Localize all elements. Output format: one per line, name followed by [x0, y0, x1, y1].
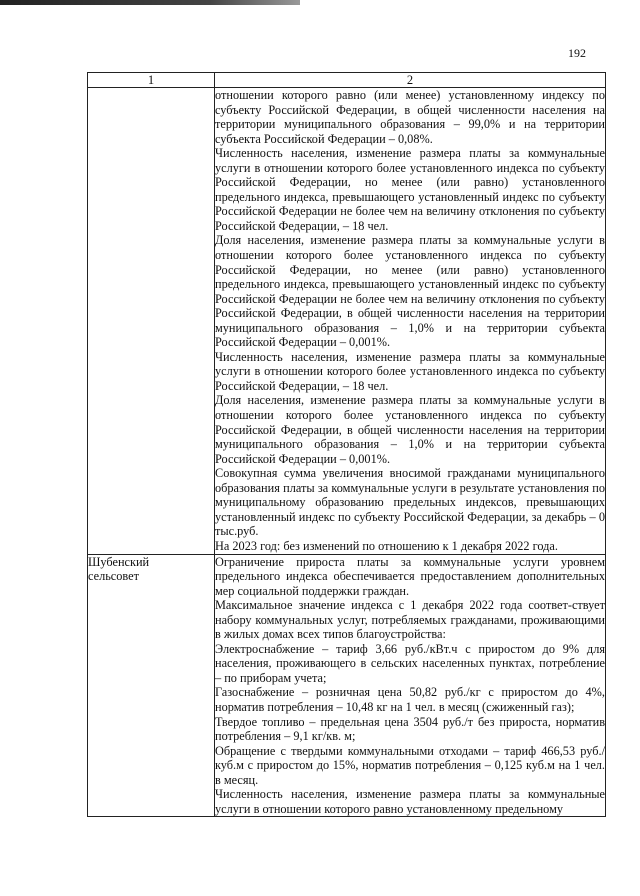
- paragraph: Совокупная сумма увеличения вносимой гражданами муниципального образования платы за коммунальные услуги в результате установления по муниципальному образованию предельных индексов, превышающих установленный индекс по субъекту Российской Федерации, за декабрь – 0 тыс.руб.: [215, 466, 605, 539]
- paragraph: Обращение с твердыми коммунальными отходами – тариф 466,53 руб./куб.м с приростом до 15%, норматив потребления – 0,125 куб.м на 1 чел. в месяц.: [215, 743, 605, 787]
- paragraph: Численность населения, изменение размера платы за коммунальные услуги в отношении которого более установленного индекса по субъекту Российской Федерации, – 18 чел.: [215, 349, 605, 393]
- paragraph: На 2023 год: без изменений по отношению к 1 декабря 2022 года.: [215, 538, 558, 553]
- header-col-2: 2: [215, 73, 606, 88]
- paragraph: отношении которого равно (или менее) установленному индексу по субъекту Российской Федерации, в общей численности населения на территории муниципального образования – 99,0% и на территории субъекта Российской Федерации – 0,08%.: [215, 88, 605, 146]
- row2-col2-cell: [215, 554, 606, 817]
- row2-col1-cell: [88, 554, 215, 817]
- document-table: [87, 72, 606, 817]
- paragraph: Численность населения, изменение размера платы за коммунальные услуги в отношении которого равно установленному предельному: [215, 787, 605, 816]
- header-col-1: 1: [88, 73, 215, 88]
- paragraph: Газоснабжение – розничная цена 50,82 руб./кг с приростом до 4%, норматив потребления – 10,48 кг на 1 чел. в месяц (сжиженный газ);: [215, 685, 605, 714]
- row1-col1-cell: [88, 88, 215, 555]
- paragraph: Твердое топливо – предельная цена 3504 руб./т без прироста, норматив потребления – 9,1 кг/кв. м;: [215, 714, 605, 744]
- paragraph: Ограничение прироста платы за коммунальные услуги уровнем предельного индекса обеспечивается предоставлением дополнительных мер социальной поддержки граждан.: [215, 554, 605, 598]
- table-row: [88, 88, 606, 555]
- municipality-name-line-2: сельсовет: [88, 569, 139, 583]
- paragraph: Электроснабжение – тариф 3,66 руб./кВт.ч с приростом до 9% для населения, проживающего в сельских населенных пунктах, потребление – по приборам учета;: [215, 641, 605, 685]
- municipality-name-line-1: Шубенский: [88, 554, 150, 569]
- table-row: [88, 554, 606, 817]
- paragraph: Доля населения, изменение размера платы за коммунальные услуги в отношении которого более установленного индекса по субъекту Российской Федерации, в общей численности населения на территории муниципального образования – 1,0% и на территории субъекта Российской Федерации – 0,001%.: [215, 393, 605, 466]
- scan-artifact-line: [0, 0, 300, 5]
- paragraph: Доля населения, изменение размера платы за коммунальные услуги в отношении которого более установленного индекса по субъекту Российской Федерации, но менее (или равно) установленного предельного индекса, превышающего установленный индекс по субъекту Российской Федерации не более чем на величину отклонения по субъекту Российской Федерации, в общей численности населения на территории муниципального образования – 1,0% и на территории субъекта Российской Федерации – 0,001%.: [215, 233, 605, 350]
- paragraph: Численность населения, изменение размера платы за коммунальные услуги в отношении которого более установленного индекса по субъекту Российской Федерации, но менее (или равно) установленного предельного индекса, превышающего установленный индекс по субъекту Российской Федерации не более чем на величину отклонения по субъекту Российской Федерации, – 18 чел.: [215, 146, 605, 233]
- row1-col2-cell: [215, 88, 606, 555]
- table-header-row: [88, 73, 606, 88]
- paragraph: Максимальное значение индекса с 1 декабря 2022 года соответ-ствует набору коммунальных услуг, потребляемых гражданами, проживающими в жилых домах всех типов благоустройства:: [215, 598, 605, 642]
- page-number: 192: [568, 46, 586, 60]
